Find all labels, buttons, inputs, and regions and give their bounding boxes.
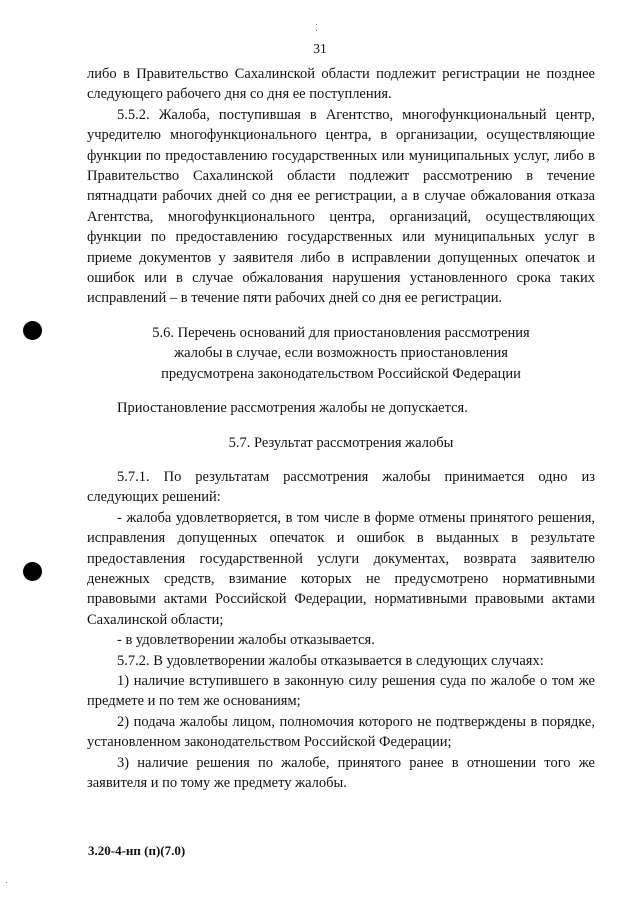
list-item-satisfied: - жалоба удовлетворяется, в том числе в форме отмены принятого решения, исправления допущенных опечаток и ошибок в выданных в результате предоставления государственной услуги документах, возврата заявителю денежных средств, взимание которых не предусмотрено нормативными правовыми актами Российской Федерации, нормативными правовыми актами Сахалинской области; [87, 509, 595, 628]
paragraph-5-7-2: 5.7.2. В удовлетворении жалобы отказывается в следующих случаях: [117, 652, 544, 669]
heading-line: 5.6. Перечень оснований для приостановления рассмотрения [152, 324, 530, 341]
paragraph-5-7-1: 5.7.1. По результатам рассмотрения жалобы принимается одно из следующих решений: [87, 468, 595, 506]
heading-line: жалобы в случае, если возможность приостановления [174, 345, 508, 362]
heading-line: предусмотрена законодательством Российской Федерации [161, 365, 521, 382]
section-5-7-heading: 5.7. Результат рассмотрения жалобы [228, 434, 454, 451]
paragraph-5-5-2: 5.5.2. Жалоба, поступившая в Агентство, многофункциональный центр, учредителю многофункционального центра, в организации, осуществляющие функции по предоставлению государственных или муниципальных услуг, либо в Правительство Сахалинской области подлежит рассмотрению в течение пятнадцати рабочих дней со дня ее регистрации, а в случае обжалования отказа Агентства, многофункционального центра, организаций, осуществляющих функции по предоставлению государственных или муниципальных услуг в приеме документов у заявителя либо в исправлении допущенных опечаток и ошибок или в случае обжалования нарушения установленного срока таких исправлений – в течение пяти рабочих дней со дня ее регистрации. [87, 106, 595, 307]
scan-speck [316, 24, 317, 25]
page-number: 31 [313, 41, 327, 56]
list-item-2: 2) подача жалобы лицом, полномочия которого не подтверждены в порядке, установленном законодательством Российской Федерации; [87, 713, 595, 751]
document-body [87, 64, 595, 793]
paragraph-continuation: либо в Правительство Сахалинской области подлежит регистрации не позднее следующего рабочего дня со дня ее поступления. [87, 66, 595, 103]
footer-document-code: 3.20-4-нп (п)(7.0) [88, 843, 186, 858]
list-item-3: 3) наличие решения по жалобе, принятого ранее в отношении того же заявителя и по тому же предмету жалобы. [87, 754, 595, 791]
punch-hole-bottom [23, 562, 42, 581]
punch-hole-top [23, 321, 42, 340]
list-item-refused: - в удовлетворении жалобы отказывается. [117, 632, 375, 649]
scan-speck [6, 882, 7, 883]
section-5-6-heading [87, 323, 595, 384]
list-item-1: 1) наличие вступившего в законную силу решения суда по жалобе о том же предмете и по тем же основаниям; [87, 672, 595, 710]
scan-speck [316, 30, 317, 31]
paragraph-5-6-text: Приостановление рассмотрения жалобы не допускается. [117, 400, 468, 417]
